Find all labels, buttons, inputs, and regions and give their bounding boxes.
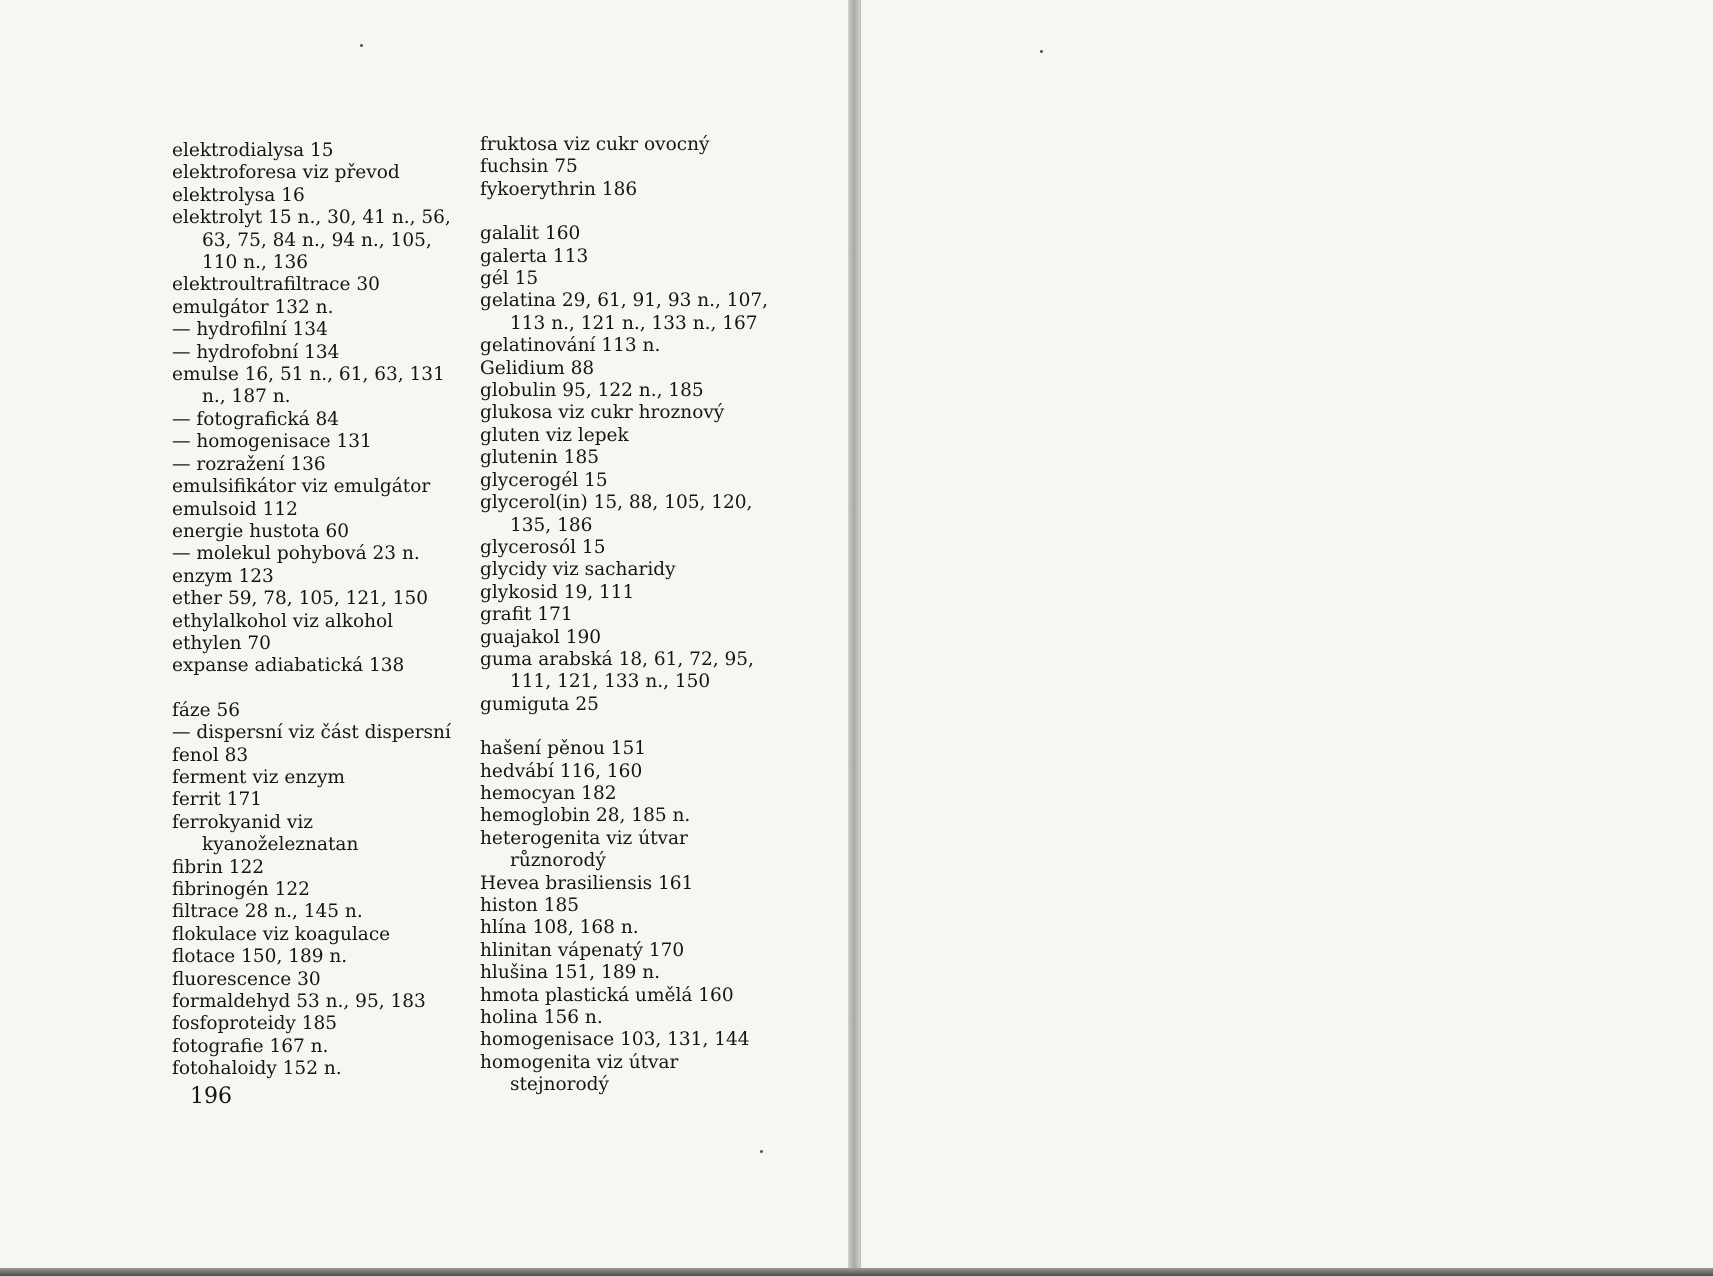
right-page bbox=[860, 0, 1713, 1276]
index-entry: emulsoid 112 bbox=[172, 498, 298, 520]
index-entry: hedvábí 116, 160 bbox=[480, 760, 643, 782]
index-entry: Hevea brasiliensis 161 bbox=[480, 872, 694, 894]
index-entry: ether 59, 78, 105, 121, 150 bbox=[172, 588, 429, 610]
index-entry: glycidy viz sacharidy bbox=[480, 559, 676, 581]
index-entry: ethylen 70 bbox=[172, 632, 271, 654]
index-entry: homogenita viz útvar stejnorodý bbox=[480, 1051, 679, 1096]
index-subentry: — homogenisace 131 bbox=[172, 431, 372, 453]
index-entry: glycerosól 15 bbox=[480, 536, 606, 558]
index-subentry: — rozražení 136 bbox=[172, 453, 326, 475]
index-entry: elektroultrafiltrace 30 bbox=[172, 274, 380, 296]
index-entry: hlinitan vápenatý 170 bbox=[480, 939, 685, 961]
index-entry: fykoerythrin 186 bbox=[480, 178, 638, 200]
book-gutter bbox=[848, 0, 860, 1276]
index-entry: emulsifikátor viz emulgátor bbox=[172, 476, 431, 498]
index-entry: gumiguta 25 bbox=[480, 693, 599, 715]
index-entry: ferrokyanid viz kyanoželeznatan bbox=[172, 811, 359, 856]
section-gap bbox=[480, 716, 780, 738]
index-entry: grafit 171 bbox=[480, 604, 573, 626]
index-entry: hemocyan 182 bbox=[480, 782, 617, 804]
index-entry: guajakol 190 bbox=[480, 626, 602, 648]
index-entry: fluorescence 30 bbox=[172, 968, 321, 990]
left-page bbox=[0, 0, 849, 1276]
index-subentry: — molekul pohybová 23 n. bbox=[172, 543, 420, 565]
index-entry: emulse 16, 51 n., 61, 63, 131 n., 187 n. bbox=[172, 364, 445, 408]
index-subentry: — fotografická 84 bbox=[172, 408, 340, 430]
index-entry: hašení pěnou 151 bbox=[480, 738, 647, 760]
index-entry: elektrodialysa 15 bbox=[172, 140, 334, 161]
paper-speck bbox=[360, 44, 363, 47]
index-entry: fibrinogén 122 bbox=[172, 879, 310, 900]
page-number: 196 bbox=[190, 1084, 232, 1109]
index-entry: histon 185 bbox=[480, 895, 580, 916]
index-subentry: — hydrofilní 134 bbox=[172, 319, 328, 341]
index-entry: glycerol(in) 15, 88, 105, 120, 135, 186 bbox=[480, 492, 753, 536]
index-subentry: — dispersní viz část dispersní bbox=[172, 722, 451, 744]
index-entry: fenol 83 bbox=[172, 744, 249, 766]
index-entry: glycerogél 15 bbox=[480, 469, 608, 491]
index-entry: expanse adiabatická 138 bbox=[172, 655, 405, 677]
paper-speck bbox=[1040, 50, 1043, 53]
index-subentry: — hydrofobní 134 bbox=[172, 341, 340, 363]
index-entry: gelatinování 113 n. bbox=[480, 335, 661, 357]
index-column bbox=[172, 140, 472, 1081]
index-entry: flotace 150, 189 n. bbox=[172, 946, 348, 968]
index-entry: Gelidium 88 bbox=[480, 357, 595, 379]
index-entry: glukosa viz cukr hroznový bbox=[480, 402, 725, 424]
index-entry: fibrin 122 bbox=[172, 856, 265, 878]
index-entry: formaldehyd 53 n., 95, 183 bbox=[172, 991, 426, 1013]
index-entry: hemoglobin 28, 185 n. bbox=[480, 805, 691, 827]
index-entry: holina 156 n. bbox=[480, 1007, 603, 1029]
index-entry: galerta 113 bbox=[480, 245, 589, 267]
index-entry: flokulace viz koagulace bbox=[172, 923, 391, 945]
index-entry: elektrolyt 15 n., 30, 41 n., 56, 63, 75, 84 n., 94 n., 105, 110 n., 136 bbox=[172, 207, 451, 274]
index-entry: elektroforesa viz převod bbox=[172, 162, 400, 184]
index-entry: fosfoproteidy 185 bbox=[172, 1013, 338, 1035]
index-column bbox=[480, 134, 780, 1097]
index-entry: elektrolysa 16 bbox=[172, 184, 305, 206]
index-entry: gluten viz lepek bbox=[480, 424, 629, 446]
section-gap bbox=[172, 678, 472, 700]
index-entry: heterogenita viz útvar různorodý bbox=[480, 827, 688, 872]
index-entry: hmota plastická umělá 160 bbox=[480, 984, 734, 1006]
index-entry: glutenin 185 bbox=[480, 447, 599, 469]
index-entry: fotohaloidy 152 n. bbox=[172, 1058, 342, 1080]
index-entry: hlína 108, 168 n. bbox=[480, 917, 639, 939]
index-entry: filtrace 28 n., 145 n. bbox=[172, 901, 363, 923]
index-entry: globulin 95, 122 n., 185 bbox=[480, 380, 704, 402]
index-entry: fruktosa viz cukr ovocný bbox=[480, 134, 710, 155]
index-entry: homogenisace 103, 131, 144 bbox=[480, 1029, 750, 1051]
index-entry: gél 15 bbox=[480, 268, 539, 290]
index-entry: enzym 123 bbox=[172, 565, 274, 587]
page-edge-shadow bbox=[0, 1268, 1713, 1276]
index-entry: fotografie 167 n. bbox=[172, 1035, 329, 1057]
section-gap bbox=[480, 201, 780, 223]
paper-speck bbox=[760, 1150, 763, 1153]
index-entry: ferrit 171 bbox=[172, 789, 263, 811]
index-entry: gelatina 29, 61, 91, 93 n., 107, 113 n., 121 n., 133 n., 167 bbox=[480, 290, 768, 334]
index-entry: fáze 56 bbox=[172, 699, 240, 721]
index-entry: glykosid 19, 111 bbox=[480, 581, 635, 603]
index-entry: fuchsin 75 bbox=[480, 156, 578, 178]
index-entry: hlušina 151, 189 n. bbox=[480, 962, 661, 984]
index-entry: ferment viz enzym bbox=[172, 766, 345, 788]
index-entry: energie hustota 60 bbox=[172, 520, 350, 542]
index-entry: ethylalkohol viz alkohol bbox=[172, 610, 394, 632]
index-entry: emulgátor 132 n. bbox=[172, 296, 334, 318]
index-entry: guma arabská 18, 61, 72, 95, 111, 121, 133 n., 150 bbox=[480, 648, 754, 693]
index-entry: galalit 160 bbox=[480, 223, 581, 245]
